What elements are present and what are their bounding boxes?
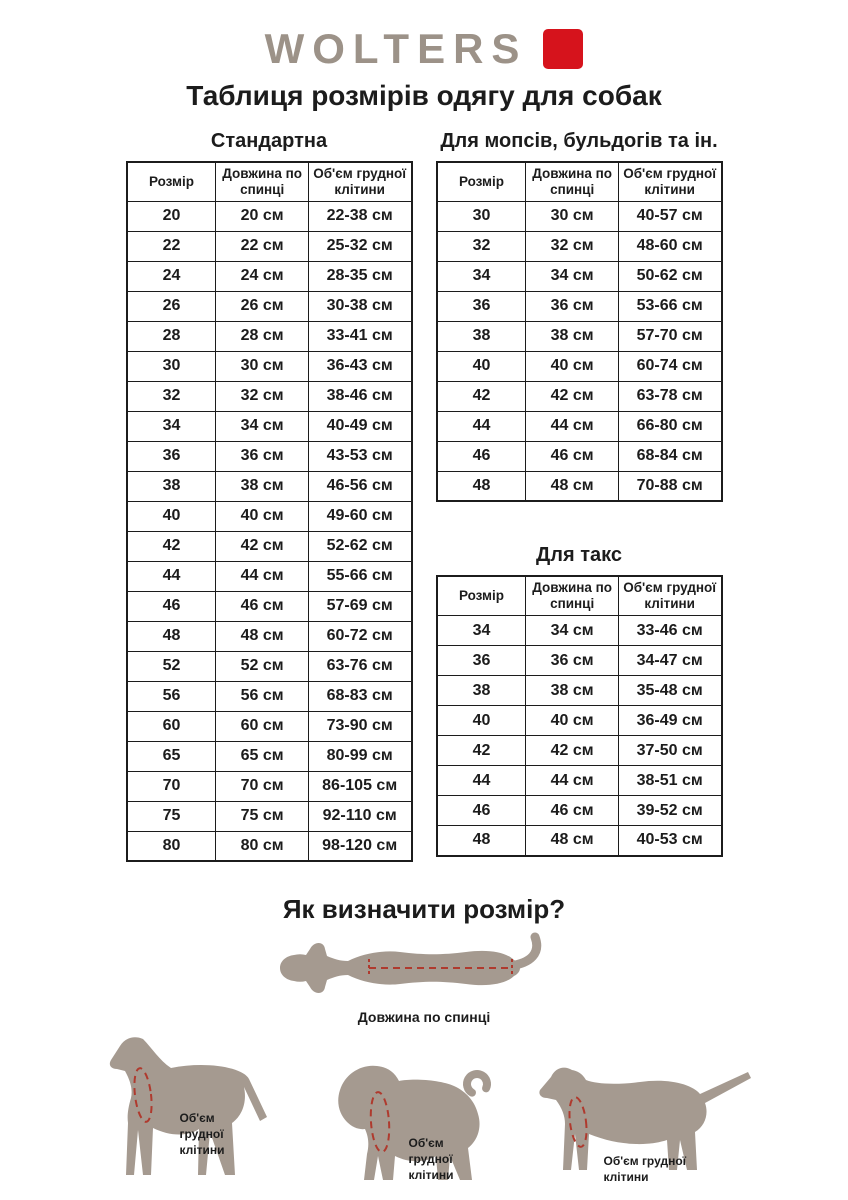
table-cell: 40 <box>437 706 526 736</box>
table-header-row <box>127 162 412 201</box>
table-cell: 46 см <box>526 441 618 471</box>
table-cell: 40 см <box>526 706 618 736</box>
table-row <box>127 261 412 291</box>
table-cell: 44 <box>437 411 526 441</box>
table-cell: 48-60 см <box>618 231 721 261</box>
table-cell: 60 <box>127 711 216 741</box>
chest-measure-diagrams <box>0 1035 848 1192</box>
table-cell: 34-47 см <box>618 646 721 676</box>
table-row <box>127 291 412 321</box>
table-row <box>437 201 722 231</box>
table-cell: 48 см <box>526 471 618 501</box>
table-row <box>437 616 722 646</box>
dachshunds-table-title: Для такс <box>536 544 622 567</box>
table-cell: 75 см <box>216 801 308 831</box>
table-row <box>127 561 412 591</box>
table-cell: 43-53 см <box>308 441 411 471</box>
column-header: Розмір <box>437 576 526 615</box>
table-row <box>437 411 722 441</box>
table-cell: 40 <box>127 501 216 531</box>
table-cell: 40-49 см <box>308 411 411 441</box>
dachshund-diagram <box>528 1062 763 1192</box>
right-tables-column <box>436 130 723 857</box>
table-cell: 30 <box>127 351 216 381</box>
table-cell: 80-99 см <box>308 741 411 771</box>
table-cell: 75 <box>127 801 216 831</box>
table-row <box>437 351 722 381</box>
table-cell: 60-72 см <box>308 621 411 651</box>
table-cell: 26 <box>127 291 216 321</box>
table-row <box>127 531 412 561</box>
table-cell: 44 см <box>526 766 618 796</box>
table-cell: 24 <box>127 261 216 291</box>
table-cell: 68-83 см <box>308 681 411 711</box>
table-row <box>437 826 722 856</box>
dachshunds-table-section <box>436 544 723 856</box>
table-cell: 48 см <box>216 621 308 651</box>
table-cell: 26 см <box>216 291 308 321</box>
column-header: Розмір <box>127 162 216 201</box>
table-cell: 38 см <box>216 471 308 501</box>
table-cell: 36 <box>127 441 216 471</box>
table-cell: 34 <box>437 616 526 646</box>
table-cell: 34 <box>127 411 216 441</box>
table-cell: 46 <box>437 796 526 826</box>
table-cell: 36-49 см <box>618 706 721 736</box>
table-cell: 49-60 см <box>308 501 411 531</box>
table-cell: 73-90 см <box>308 711 411 741</box>
table-cell: 86-105 см <box>308 771 411 801</box>
table-cell: 80 <box>127 831 216 861</box>
table-cell: 30-38 см <box>308 291 411 321</box>
table-cell: 34 <box>437 261 526 291</box>
column-header: Довжина по спинці <box>526 162 618 201</box>
table-cell: 44 см <box>216 561 308 591</box>
table-row <box>437 441 722 471</box>
table-cell: 42 <box>437 381 526 411</box>
pugs-table-title: Для мопсів, бульдогів та ін. <box>440 130 718 152</box>
table-cell: 42 см <box>216 531 308 561</box>
table-cell: 22-38 см <box>308 201 411 231</box>
table-row <box>127 321 412 351</box>
table-cell: 40 <box>437 351 526 381</box>
table-cell: 63-76 см <box>308 651 411 681</box>
table-cell: 20 <box>127 201 216 231</box>
table-cell: 55-66 см <box>308 561 411 591</box>
table-cell: 44 <box>437 766 526 796</box>
table-cell: 57-69 см <box>308 591 411 621</box>
table-cell: 34 см <box>526 261 618 291</box>
column-header: Довжина по спинці <box>216 162 308 201</box>
table-row <box>127 651 412 681</box>
table-cell: 70 <box>127 771 216 801</box>
table-cell: 42 <box>437 736 526 766</box>
table-cell: 32 <box>437 231 526 261</box>
table-row <box>127 741 412 771</box>
table-row <box>437 321 722 351</box>
table-cell: 22 <box>127 231 216 261</box>
table-row <box>437 471 722 501</box>
page-title: Таблиця розмірів одягу для собак <box>186 80 662 111</box>
table-cell: 57-70 см <box>618 321 721 351</box>
table-cell: 42 <box>127 531 216 561</box>
back-length-diagram <box>0 929 848 1025</box>
table-cell: 25-32 см <box>308 231 411 261</box>
table-cell: 39-52 см <box>618 796 721 826</box>
table-cell: 38-46 см <box>308 381 411 411</box>
chest-girth-label: Об'єм грудної клітини <box>179 1111 225 1157</box>
table-row <box>437 261 722 291</box>
table-header-row <box>437 162 722 201</box>
table-cell: 30 см <box>216 351 308 381</box>
table-row <box>127 801 412 831</box>
table-row <box>437 676 722 706</box>
table-cell: 46 <box>437 441 526 471</box>
table-cell: 28 <box>127 321 216 351</box>
pugs-size-table <box>436 161 723 502</box>
brand-logo-red-square-icon <box>543 29 583 69</box>
table-cell: 53-66 см <box>618 291 721 321</box>
table-cell: 63-78 см <box>618 381 721 411</box>
table-cell: 52-62 см <box>308 531 411 561</box>
table-cell: 48 см <box>526 826 618 856</box>
pugs-table-section <box>436 130 723 502</box>
table-row <box>437 646 722 676</box>
table-cell: 92-110 см <box>308 801 411 831</box>
table-cell: 38 <box>437 321 526 351</box>
table-cell: 66-80 см <box>618 411 721 441</box>
table-cell: 46 <box>127 591 216 621</box>
table-row <box>127 411 412 441</box>
chest-girth-label: Об'єм грудної клітини <box>408 1136 454 1182</box>
table-cell: 38 <box>127 471 216 501</box>
bulldog-diagram <box>317 1052 512 1192</box>
column-header: Об'єм грудної клітини <box>618 576 721 615</box>
table-row <box>437 706 722 736</box>
table-row <box>127 351 412 381</box>
table-row <box>127 501 412 531</box>
table-cell: 70-88 см <box>618 471 721 501</box>
table-header-row <box>437 576 722 615</box>
table-cell: 48 <box>437 826 526 856</box>
table-cell: 38 см <box>526 676 618 706</box>
table-cell: 34 см <box>216 411 308 441</box>
table-cell: 28 см <box>216 321 308 351</box>
table-row <box>127 681 412 711</box>
large-dog-diagram <box>86 1035 301 1185</box>
column-header: Об'єм грудної клітини <box>308 162 411 201</box>
table-cell: 37-50 см <box>618 736 721 766</box>
table-cell: 36 см <box>526 291 618 321</box>
table-cell: 50-62 см <box>618 261 721 291</box>
table-row <box>437 736 722 766</box>
dachshunds-size-table <box>436 575 723 856</box>
table-cell: 32 <box>127 381 216 411</box>
table-row <box>127 591 412 621</box>
table-cell: 35-48 см <box>618 676 721 706</box>
table-row <box>437 796 722 826</box>
table-cell: 70 см <box>216 771 308 801</box>
table-cell: 38 см <box>526 321 618 351</box>
table-cell: 32 см <box>526 231 618 261</box>
table-row <box>127 831 412 861</box>
table-cell: 46 см <box>216 591 308 621</box>
table-cell: 44 см <box>526 411 618 441</box>
table-cell: 48 <box>437 471 526 501</box>
table-cell: 60 см <box>216 711 308 741</box>
chest-girth-label: Об'єм грудної клітини <box>603 1154 687 1184</box>
back-length-label: Довжина по спинці <box>357 1009 491 1026</box>
table-cell: 52 см <box>216 651 308 681</box>
table-cell: 36-43 см <box>308 351 411 381</box>
table-cell: 36 см <box>526 646 618 676</box>
table-row <box>127 201 412 231</box>
table-cell: 24 см <box>216 261 308 291</box>
table-cell: 40 см <box>526 351 618 381</box>
dog-top-view-illustration <box>274 929 574 1007</box>
table-cell: 65 <box>127 741 216 771</box>
table-row <box>127 621 412 651</box>
table-cell: 56 см <box>216 681 308 711</box>
column-header: Розмір <box>437 162 526 201</box>
table-cell: 56 <box>127 681 216 711</box>
table-cell: 68-84 см <box>618 441 721 471</box>
guide-title: Як визначити розмір? <box>282 894 566 925</box>
column-header: Об'єм грудної клітини <box>618 162 721 201</box>
table-cell: 60-74 см <box>618 351 721 381</box>
table-cell: 52 <box>127 651 216 681</box>
table-cell: 48 <box>127 621 216 651</box>
table-row <box>127 381 412 411</box>
table-row <box>127 231 412 261</box>
table-cell: 38 <box>437 676 526 706</box>
brand-logo-text: WOLTERS <box>264 25 528 72</box>
table-cell: 32 см <box>216 381 308 411</box>
standard-table-section <box>126 130 413 862</box>
table-cell: 30 <box>437 201 526 231</box>
table-row <box>127 471 412 501</box>
table-row <box>127 771 412 801</box>
table-row <box>437 381 722 411</box>
size-tables <box>0 130 848 862</box>
table-row <box>437 291 722 321</box>
table-row <box>127 441 412 471</box>
table-cell: 36 <box>437 291 526 321</box>
brand-logo <box>0 0 848 70</box>
table-cell: 42 см <box>526 736 618 766</box>
column-header: Довжина по спинці <box>526 576 618 615</box>
table-cell: 46-56 см <box>308 471 411 501</box>
table-cell: 20 см <box>216 201 308 231</box>
table-cell: 65 см <box>216 741 308 771</box>
table-cell: 40 см <box>216 501 308 531</box>
table-cell: 28-35 см <box>308 261 411 291</box>
table-cell: 44 <box>127 561 216 591</box>
standard-table-title: Стандартна <box>210 130 328 152</box>
table-row <box>127 711 412 741</box>
table-cell: 40-53 см <box>618 826 721 856</box>
table-cell: 30 см <box>526 201 618 231</box>
table-cell: 33-41 см <box>308 321 411 351</box>
table-cell: 98-120 см <box>308 831 411 861</box>
table-cell: 36 <box>437 646 526 676</box>
table-cell: 42 см <box>526 381 618 411</box>
table-cell: 36 см <box>216 441 308 471</box>
table-cell: 34 см <box>526 616 618 646</box>
large-dog-illustration <box>86 1035 301 1180</box>
standard-size-table <box>126 161 413 862</box>
table-cell: 38-51 см <box>618 766 721 796</box>
table-cell: 46 см <box>526 796 618 826</box>
table-cell: 40-57 см <box>618 201 721 231</box>
table-cell: 80 см <box>216 831 308 861</box>
table-row <box>437 766 722 796</box>
table-cell: 22 см <box>216 231 308 261</box>
table-row <box>437 231 722 261</box>
table-cell: 33-46 см <box>618 616 721 646</box>
